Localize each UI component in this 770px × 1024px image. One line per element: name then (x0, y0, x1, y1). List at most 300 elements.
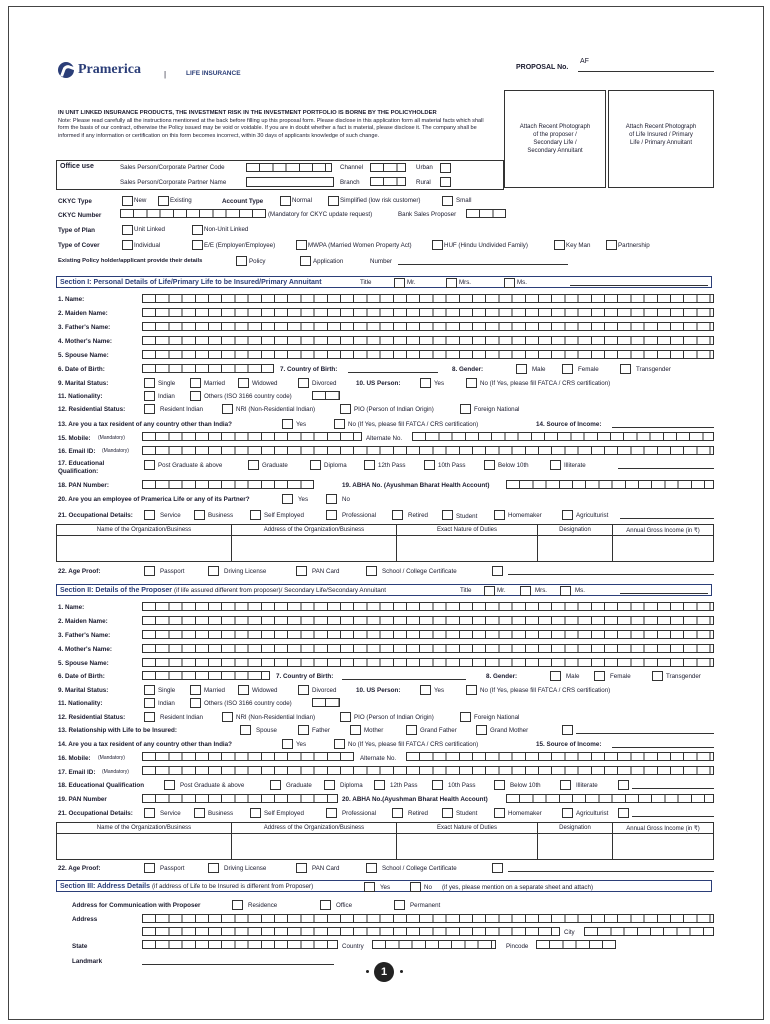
s1-student-checkbox[interactable] (442, 510, 453, 520)
s3-landmark-input[interactable] (142, 964, 334, 965)
s2-ms-checkbox[interactable] (560, 586, 571, 596)
bank-sp-input[interactable] (466, 209, 506, 218)
s1-title-other-input[interactable] (570, 285, 708, 286)
s2-nationality-label: 11. Nationality: (58, 700, 103, 707)
s2-school-cert-checkbox[interactable] (366, 863, 377, 873)
s2-name-input[interactable] (142, 602, 714, 611)
s2-student-checkbox[interactable] (442, 808, 453, 818)
s1-pan-input[interactable] (142, 480, 314, 489)
ckyc-new-checkbox[interactable] (122, 196, 133, 206)
s1-self-label: Self Employed (264, 512, 304, 519)
s2-income-cell[interactable] (613, 834, 714, 860)
s2-iso-code-input[interactable] (312, 698, 340, 707)
s3-yes-checkbox[interactable] (364, 882, 375, 892)
cover-individual-label: Individual (134, 242, 161, 249)
s1-duties-cell[interactable] (397, 536, 538, 562)
s2-pio-checkbox[interactable] (340, 712, 351, 722)
urban-checkbox[interactable] (440, 163, 451, 173)
page-dot-left (366, 970, 369, 973)
s1-iso-code-input[interactable] (312, 391, 340, 400)
s2-widowed-checkbox[interactable] (238, 685, 249, 695)
branch-input[interactable] (370, 177, 406, 186)
s2-tax-no-checkbox[interactable] (334, 739, 345, 749)
s2-12th-checkbox[interactable] (374, 780, 385, 790)
s1-spouse-input[interactable] (142, 350, 714, 359)
unit-linked-checkbox[interactable] (122, 225, 133, 235)
s1-occupation-label: 21. Occupational Details: (58, 512, 133, 519)
s2-passport-checkbox[interactable] (144, 863, 155, 873)
s2-title-other-input[interactable] (620, 593, 708, 594)
s1-income-cell[interactable] (613, 536, 714, 562)
s2-age-other-input[interactable] (508, 871, 714, 872)
s2-diploma-label: Diploma (340, 782, 363, 789)
s2-mother-input[interactable] (142, 644, 714, 653)
s2-below10-checkbox[interactable] (494, 780, 505, 790)
s1-ms-checkbox[interactable] (504, 278, 515, 288)
s2-mobile-label: 16. Mobile: (58, 755, 91, 762)
s1-student-label: Student (456, 513, 478, 520)
s2-col-designation: Designation (538, 823, 613, 834)
disclaimer-heading: IN UNIT LINKED INSURANCE PRODUCTS, THE INVESTMENT RISK IN THE INVESTMENT PORTFOLIO IS BORNE BY THE POLICYHOLDER (58, 110, 437, 116)
s3-address-line1-input[interactable] (142, 914, 714, 923)
s1-female-checkbox[interactable] (562, 364, 573, 374)
s1-pio-label: PIO (Person of Indian Origin) (354, 406, 434, 413)
s2-others-label: Others (ISO 3166 country code) (204, 700, 292, 707)
s2-service-checkbox[interactable] (144, 808, 155, 818)
ckyc-type-label: CKYC Type (58, 198, 92, 205)
s2-mr-checkbox[interactable] (484, 586, 495, 596)
s1-male-label: Male (532, 366, 546, 373)
disclaimer (58, 110, 488, 140)
s2-us-person-label: 10. US Person: (356, 687, 401, 694)
existing-policy-checkbox[interactable] (236, 256, 247, 266)
s3-address-label: Address (72, 916, 98, 923)
s1-below10-checkbox[interactable] (484, 460, 495, 470)
s2-education-label: 18. Educational Qualification (58, 782, 145, 789)
s2-male-checkbox[interactable] (550, 671, 561, 681)
existing-policy-option: Policy (249, 258, 266, 265)
cover-keyman-checkbox[interactable] (554, 240, 565, 250)
s1-us-yes-label: Yes (434, 380, 445, 387)
s2-student-label: Student (456, 810, 478, 817)
s2-self-checkbox[interactable] (250, 808, 261, 818)
s1-dl-checkbox[interactable] (208, 566, 219, 576)
channel-input[interactable] (370, 163, 406, 172)
s1-mr-label: Mr. (407, 279, 416, 286)
s1-residential-label: 12. Residential Status: (58, 406, 126, 413)
s2-duties-cell[interactable] (397, 834, 538, 860)
s1-mobile-mandatory: (Mandatory) (98, 435, 125, 441)
af-label: AF (580, 58, 589, 65)
s2-homemaker-checkbox[interactable] (494, 808, 505, 818)
s3-no-label: No (424, 884, 432, 891)
s2-cob-input[interactable] (342, 679, 466, 680)
s2-ri-checkbox[interactable] (144, 712, 155, 722)
sp-code-label: Sales Person/Corporate Partner Code (120, 164, 225, 171)
s1-employee-yes-checkbox[interactable] (282, 494, 293, 504)
section-1-title: Section I: Personal Details of Life/Primary Life to be Insured/Primary Annuitant (60, 279, 322, 286)
cover-keyman-label: Key Man (566, 242, 591, 249)
s2-tax-yes-label: Yes (296, 741, 307, 748)
s2-age-other-checkbox[interactable] (492, 863, 503, 873)
s2-spouse-option: Spouse (256, 727, 277, 734)
s3-city-input[interactable] (584, 927, 714, 936)
s1-transgender-label: Transgender (636, 366, 671, 373)
s1-employee-no-checkbox[interactable] (326, 494, 337, 504)
section-2-title: Section II: Details of the Proposer (60, 587, 173, 594)
s1-col-org-name: Name of the Organization/Business (57, 525, 232, 536)
s1-passport-checkbox[interactable] (144, 566, 155, 576)
s1-10th-label: 10th Pass (438, 462, 466, 469)
s2-occupation-other-checkbox[interactable] (618, 808, 629, 818)
s3-comm-label: Address for Communication with Proposer (72, 902, 201, 909)
s1-diploma-checkbox[interactable] (310, 460, 321, 470)
s2-col-duties: Exact Nature of Duties (397, 823, 538, 834)
s1-employee-label: 20. Are you an employee of Pramerica Life or any of its Partner? (58, 496, 250, 503)
s2-ms-label: Ms. (575, 587, 585, 594)
s2-us-no-label: No (If Yes, please fill FATCA / CRS certification) (480, 687, 611, 694)
s1-email-label: 16. Email ID: (58, 448, 96, 455)
s2-female-label: Female (610, 673, 631, 680)
s2-alternate-input[interactable] (406, 752, 714, 761)
s1-pg-checkbox[interactable] (144, 460, 155, 470)
s2-org-address-cell[interactable] (232, 834, 397, 860)
photo-box-life-insured-text: Attach Recent Photograph of Life Insured / Primary Life / Primary Annuitant (625, 124, 697, 146)
s2-name-label: 1. Name: (58, 604, 85, 611)
s2-org-name-cell[interactable] (57, 834, 232, 860)
s1-married-checkbox[interactable] (190, 378, 201, 388)
s3-state-label: State (72, 943, 88, 950)
s1-mr-checkbox[interactable] (394, 278, 405, 288)
s2-gf-option: Grand Father (420, 727, 457, 734)
s3-permanent-checkbox[interactable] (394, 900, 405, 910)
s2-indian-checkbox[interactable] (144, 698, 155, 708)
cover-ee-checkbox[interactable] (192, 240, 203, 250)
s2-mobile-input[interactable] (142, 752, 354, 761)
s1-fn-label: Foreign National (474, 406, 520, 413)
s1-business-checkbox[interactable] (194, 510, 205, 520)
s2-ri-label: Resident Indian (160, 714, 203, 721)
account-small-checkbox[interactable] (442, 196, 453, 206)
s2-alternate-label: Alternate No. (360, 755, 397, 762)
s2-single-label: Single (158, 687, 176, 694)
s1-male-checkbox[interactable] (516, 364, 527, 374)
section-3-subtitle: (if address of Life to be Insured is different from Proposer) (151, 883, 314, 890)
s2-age-proof-label: 22. Age Proof: (58, 865, 101, 872)
urban-label: Urban (416, 164, 433, 171)
s1-education-other-input[interactable] (618, 468, 714, 469)
s1-widowed-label: Widowed (252, 380, 278, 387)
s2-abha-label: 20. ABHA No.(Ayushman Bharat Health Account) (342, 796, 488, 803)
s1-cob-label: 7. Country of Birth: (280, 366, 338, 373)
s2-col-org-name: Name of the Organization/Business (57, 823, 232, 834)
s1-ri-checkbox[interactable] (144, 404, 155, 414)
page-dot-right (400, 970, 403, 973)
s1-business-label: Business (208, 512, 234, 519)
existing-number-input[interactable] (398, 264, 568, 265)
s1-title-word: Title (360, 279, 372, 286)
s2-tax-yes-checkbox[interactable] (282, 739, 293, 749)
s2-father-input[interactable] (142, 630, 714, 639)
s2-col-org-address: Address of the Organization/Business (232, 823, 397, 834)
s1-org-name-cell[interactable] (57, 536, 232, 562)
s2-divorced-label: Divorced (312, 687, 337, 694)
s2-fn-label: Foreign National (474, 714, 520, 721)
section-1-header (56, 276, 712, 288)
s3-country-label: Country (342, 943, 364, 950)
s2-diploma-checkbox[interactable] (324, 780, 335, 790)
s2-mother-option: Mother (364, 727, 384, 734)
s1-col-income: Annual Gross Income (in ₹) (613, 525, 714, 536)
s2-education-other-checkbox[interactable] (618, 780, 629, 790)
header-separator: | (164, 70, 167, 79)
s2-tax-resident-label: 14. Are you a tax resident of any country other than India? (58, 741, 233, 748)
s1-pg-label: Post Graduate & above (158, 462, 223, 469)
section-3-title: Section III: Address Details (60, 883, 150, 890)
s2-occupation-other-input[interactable] (632, 816, 714, 817)
s2-pan-input[interactable] (142, 794, 338, 803)
s3-country-input[interactable] (372, 940, 496, 949)
s1-school-cert-checkbox[interactable] (366, 566, 377, 576)
s1-transgender-checkbox[interactable] (620, 364, 631, 374)
s1-others-checkbox[interactable] (190, 391, 201, 401)
s2-education-other-input[interactable] (632, 788, 714, 789)
s1-pan-card-checkbox[interactable] (296, 566, 307, 576)
s2-spouse-input[interactable] (142, 658, 714, 667)
s2-retired-checkbox[interactable] (392, 808, 403, 818)
ckyc-existing-checkbox[interactable] (158, 196, 169, 206)
s2-single-checkbox[interactable] (144, 685, 155, 695)
s2-designation-cell[interactable] (538, 834, 613, 860)
proposal-label: PROPOSAL No. (516, 64, 569, 71)
s2-grad-checkbox[interactable] (270, 780, 281, 790)
account-normal-checkbox[interactable] (280, 196, 291, 206)
s2-income-source-input[interactable] (612, 747, 714, 748)
s3-note: (if yes, please mention on a separate sheet and attach) (442, 884, 593, 891)
s1-maiden-input[interactable] (142, 308, 714, 317)
s2-relation-other-checkbox[interactable] (562, 725, 573, 735)
s2-mrs-checkbox[interactable] (520, 586, 531, 596)
s1-org-address-cell[interactable] (232, 536, 397, 562)
s1-tax-no-checkbox[interactable] (334, 419, 345, 429)
s1-self-checkbox[interactable] (250, 510, 261, 520)
s2-pio-label: PIO (Person of Indian Origin) (354, 714, 434, 721)
s1-cob-input[interactable] (348, 372, 438, 373)
s1-mobile-input[interactable] (142, 432, 362, 441)
s1-professional-label: Professional (342, 512, 377, 519)
s1-income-source-input[interactable] (612, 427, 714, 428)
s1-occupation-other-input[interactable] (620, 518, 714, 519)
s3-landmark-label: Landmark (72, 958, 103, 965)
s2-relation-other-input[interactable] (576, 733, 714, 734)
s1-agri-label: Agriculturist (576, 512, 609, 519)
s1-fn-checkbox[interactable] (460, 404, 471, 414)
section-2-subtitle: (if life assured different from proposer)/ Secondary Life/Secondary Annuitant (173, 587, 386, 594)
cover-partnership-label: Partnership (618, 242, 650, 249)
non-unit-linked-checkbox[interactable] (192, 225, 203, 235)
s1-dob-input[interactable] (142, 364, 274, 373)
s1-age-other-input[interactable] (508, 574, 714, 575)
s2-dob-input[interactable] (142, 671, 270, 680)
s1-illiterate-checkbox[interactable] (550, 460, 561, 470)
s2-email-input[interactable] (142, 766, 714, 775)
proposal-number-field[interactable] (578, 71, 714, 72)
s2-male-label: Male (566, 673, 580, 680)
ckyc-number-input[interactable] (120, 209, 266, 218)
s2-illiterate-checkbox[interactable] (560, 780, 571, 790)
non-unit-linked-label: Non-Unit Linked (204, 226, 249, 233)
s2-pan-card-checkbox[interactable] (296, 863, 307, 873)
photo-box-proposer[interactable] (504, 90, 606, 188)
s2-others-checkbox[interactable] (190, 698, 201, 708)
s1-below10-label: Below 10th (498, 462, 529, 469)
s1-employee-no-label: No (342, 496, 350, 503)
cover-huf-checkbox[interactable] (432, 240, 443, 250)
s3-residence-checkbox[interactable] (232, 900, 243, 910)
s1-agri-checkbox[interactable] (562, 510, 573, 520)
cover-individual-checkbox[interactable] (122, 240, 133, 250)
s1-mother-label: 4. Mother's Name: (58, 338, 112, 345)
s1-single-checkbox[interactable] (144, 378, 155, 388)
s1-school-cert-label: School / College Certificate (382, 568, 457, 575)
s2-nri-checkbox[interactable] (222, 712, 233, 722)
s2-divorced-checkbox[interactable] (298, 685, 309, 695)
s3-yes-label: Yes (380, 884, 391, 891)
rural-checkbox[interactable] (440, 177, 451, 187)
s2-gm-checkbox[interactable] (476, 725, 487, 735)
s1-age-proof-label: 22. Age Proof: (58, 568, 101, 575)
s2-maiden-input[interactable] (142, 616, 714, 625)
s1-indian-checkbox[interactable] (144, 391, 155, 401)
existing-policy-label: Existing Policy holder/applicant provide their details (58, 258, 203, 264)
s2-dl-checkbox[interactable] (208, 863, 219, 873)
s2-spouse-checkbox[interactable] (240, 725, 251, 735)
s2-female-checkbox[interactable] (594, 671, 605, 681)
s1-divorced-checkbox[interactable] (298, 378, 309, 388)
s2-business-checkbox[interactable] (194, 808, 205, 818)
s1-tax-yes-checkbox[interactable] (282, 419, 293, 429)
s2-agri-checkbox[interactable] (562, 808, 573, 818)
s1-others-label: Others (ISO 3166 country code) (204, 393, 292, 400)
s2-widowed-label: Widowed (252, 687, 278, 694)
photo-box-life-insured[interactable] (608, 90, 714, 188)
ckyc-mandatory-note: (Mandatory for CKYC update request) (268, 211, 373, 218)
s3-city-label: City (564, 929, 575, 936)
s1-homemaker-checkbox[interactable] (494, 510, 505, 520)
s1-nri-checkbox[interactable] (222, 404, 233, 414)
s3-no-checkbox[interactable] (410, 882, 421, 892)
s2-tax-no-label: No (If Yes, please fill FATCA / CRS certification) (348, 741, 479, 748)
s1-single-label: Single (158, 380, 176, 387)
account-normal-label: Normal (292, 197, 312, 204)
s1-retired-checkbox[interactable] (392, 510, 403, 520)
s1-professional-checkbox[interactable] (326, 510, 337, 520)
s1-passport-label: Passport (160, 568, 185, 575)
s1-grad-checkbox[interactable] (248, 460, 259, 470)
s2-10th-checkbox[interactable] (432, 780, 443, 790)
sp-code-input[interactable] (246, 163, 332, 172)
s2-indian-label: Indian (158, 700, 175, 707)
s2-grad-label: Graduate (286, 782, 312, 789)
s2-us-no-checkbox[interactable] (466, 685, 477, 695)
s2-father-option: Father (312, 727, 330, 734)
s2-gender-label: 8. Gender: (486, 673, 518, 680)
photo-box-proposer-text: Attach Recent Photograph of the proposer / Secondary Life / Secondary Annuitant (519, 124, 591, 154)
s2-email-label: 17. Email ID: (58, 769, 96, 776)
s2-mobile-mandatory: (Mandatory) (98, 755, 125, 761)
s1-father-input[interactable] (142, 322, 714, 331)
s2-abha-input[interactable] (506, 794, 714, 803)
s2-us-yes-checkbox[interactable] (420, 685, 431, 695)
page-number: 1 (374, 962, 394, 982)
s2-married-checkbox[interactable] (190, 685, 201, 695)
s3-address-line2-input[interactable] (142, 927, 560, 936)
rural-label: Rural (416, 179, 431, 186)
cover-partnership-checkbox[interactable] (606, 240, 617, 250)
s1-abha-input[interactable] (506, 480, 714, 489)
account-simplified-checkbox[interactable] (328, 196, 339, 206)
s3-state-input[interactable] (142, 940, 338, 949)
s1-email-input[interactable] (142, 446, 714, 455)
s2-mother-checkbox[interactable] (350, 725, 361, 735)
s3-office-label: Office (336, 902, 353, 909)
s2-father-label: 3. Father's Name: (58, 632, 111, 639)
s1-pan-card-label: PAN Card (312, 568, 340, 575)
s2-transgender-checkbox[interactable] (652, 671, 663, 681)
s3-pincode-input[interactable] (536, 940, 616, 949)
s2-professional-checkbox[interactable] (326, 808, 337, 818)
s2-us-yes-label: Yes (434, 687, 445, 694)
ckyc-existing-label: Existing (170, 197, 192, 204)
s1-10th-checkbox[interactable] (424, 460, 435, 470)
s2-col-income: Annual Gross Income (in ₹) (613, 823, 714, 834)
ckyc-number-label: CKYC Number (58, 212, 102, 219)
s1-ms-label: Ms. (517, 279, 527, 286)
s2-father-checkbox[interactable] (298, 725, 309, 735)
s1-service-label: Service (160, 512, 181, 519)
s2-fn-checkbox[interactable] (460, 712, 471, 722)
pramerica-logo-icon (58, 62, 74, 78)
s1-name-input[interactable] (142, 294, 714, 303)
cover-mwpa-checkbox[interactable] (296, 240, 307, 250)
s1-email-mandatory: (Mandatory) (102, 448, 129, 454)
s1-widowed-checkbox[interactable] (238, 378, 249, 388)
s2-pg-checkbox[interactable] (164, 780, 175, 790)
s1-alternate-input[interactable] (412, 432, 714, 441)
s1-age-other-checkbox[interactable] (492, 566, 503, 576)
s1-designation-cell[interactable] (538, 536, 613, 562)
s3-office-checkbox[interactable] (320, 900, 331, 910)
s2-professional-label: Professional (342, 810, 377, 817)
brand-name: Pramerica (78, 62, 141, 77)
s1-pan-label: 18. PAN Number: (58, 482, 109, 489)
s1-mrs-checkbox[interactable] (446, 278, 457, 288)
existing-application-checkbox[interactable] (300, 256, 311, 266)
s1-service-checkbox[interactable] (144, 510, 155, 520)
s2-gf-checkbox[interactable] (406, 725, 417, 735)
s1-dob-label: 6. Date of Birth: (58, 366, 105, 373)
s1-12th-checkbox[interactable] (364, 460, 375, 470)
s1-pio-checkbox[interactable] (340, 404, 351, 414)
s1-us-no-checkbox[interactable] (466, 378, 477, 388)
s1-mobile-label: 15. Mobile: (58, 435, 91, 442)
section-2-header (56, 584, 712, 596)
s1-mother-input[interactable] (142, 336, 714, 345)
sp-name-input[interactable] (246, 177, 334, 187)
s1-us-yes-checkbox[interactable] (420, 378, 431, 388)
s1-divorced-label: Divorced (312, 380, 337, 387)
s1-employee-yes-label: Yes (298, 496, 309, 503)
